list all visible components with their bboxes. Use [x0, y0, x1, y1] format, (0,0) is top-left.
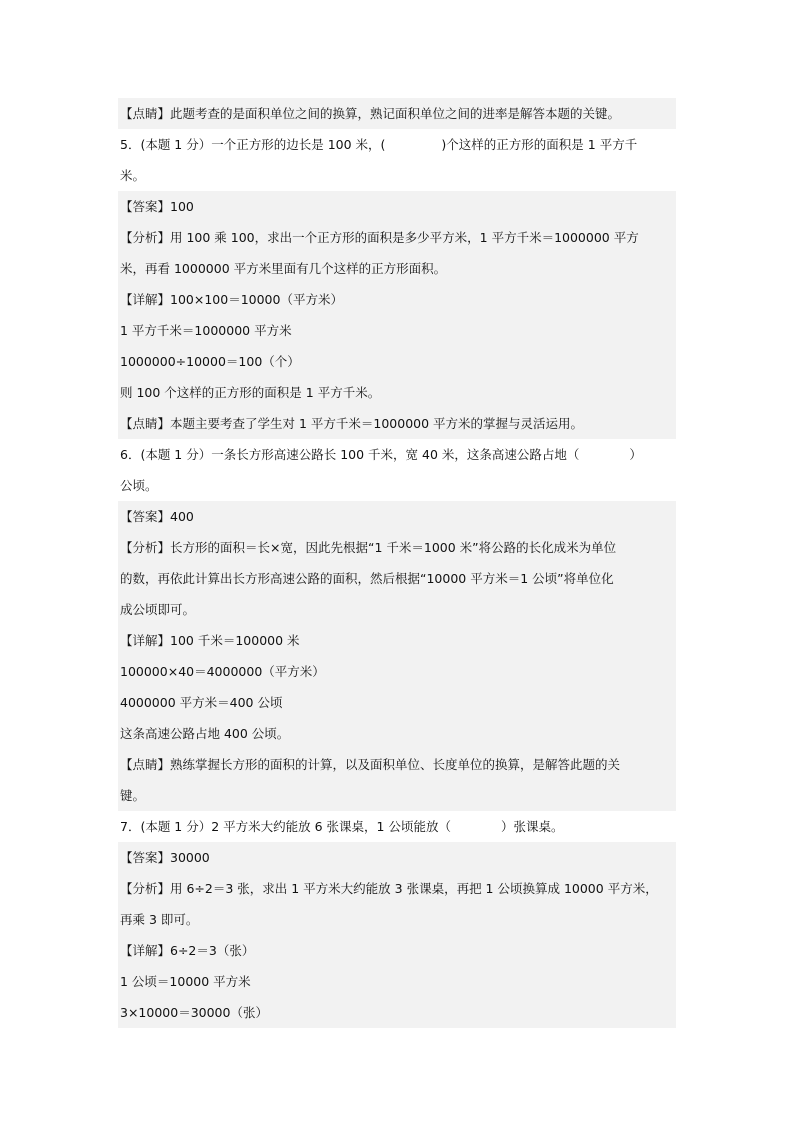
- q5-analysis-line1: 【分析】用 100 乘 100，求出一个正方形的面积是多少平方米，1 平方千米＝1000000 平方: [118, 222, 676, 253]
- q4-comment: 【点睛】此题考查的是面积单位之间的换算，熟记面积单位之间的进率是解答本题的关键。: [118, 98, 676, 129]
- q6-analysis-line2: 的数，再依此计算出长方形高速公路的面积，然后根据“10000 平方米＝1 公顷”将单位化: [118, 563, 676, 594]
- q6-detail-line2: 100000×40＝4000000（平方米）: [118, 656, 676, 687]
- q6-answer: 【答案】400: [118, 501, 676, 532]
- q7-analysis-line2: 再乘 3 即可。: [118, 904, 676, 935]
- q7-answer: 【答案】30000: [118, 842, 676, 873]
- q7-detail-line1: 【详解】6÷2＝3（张）: [118, 935, 676, 966]
- q5-answer: 【答案】100: [118, 191, 676, 222]
- q6-stem-part-b: ）: [629, 447, 642, 462]
- q6-comment-line2: 键。: [118, 780, 676, 811]
- q6-analysis-line3: 成公顷即可。: [118, 594, 676, 625]
- q5-detail-line2: 1 平方千米＝1000000 平方米: [118, 315, 676, 346]
- q5-comment: 【点睛】本题主要考查了学生对 1 平方千米＝1000000 平方米的掌握与灵活运用。: [118, 408, 676, 439]
- q7-stem-part-b: ）张课桌。: [500, 819, 564, 834]
- q6-detail-line3: 4000000 平方米＝400 公顷: [118, 687, 676, 718]
- q6-stem-part-a: 6．(本题 1 分）一条长方形高速公路长 100 千米，宽 40 米，这条高速公路占地（: [120, 447, 580, 462]
- q7-detail-line2: 1 公顷＝10000 平方米: [118, 966, 676, 997]
- q6-analysis-line1: 【分析】长方形的面积＝长×宽，因此先根据“1 千米＝1000 米”将公路的长化成米为单位: [118, 532, 676, 563]
- q6-detail-line1: 【详解】100 千米＝100000 米: [118, 625, 676, 656]
- q6-stem-line2: 公顷。: [120, 478, 158, 493]
- document-page: [118, 98, 676, 1028]
- q7-analysis-line1: 【分析】用 6÷2＝3 张，求出 1 平方米大约能放 3 张课桌，再把 1 公顷换算成 10000 平方米，: [118, 873, 676, 904]
- q6-comment-line1: 【点睛】熟练掌握长方形的面积的计算，以及面积单位、长度单位的换算，是解答此题的关: [118, 749, 676, 780]
- q5-stem-line2: 米。: [120, 168, 146, 183]
- q5-analysis-line2: 米，再看 1000000 平方米里面有几个这样的正方形面积。: [118, 253, 676, 284]
- q5-detail-line4: 则 100 个这样的正方形的面积是 1 平方千米。: [118, 377, 676, 408]
- q7-stem-line1: [118, 811, 676, 842]
- q6-stem-line1: [118, 439, 676, 470]
- q5-stem-part-a: 5．(本题 1 分）一个正方形的边长是 100 米，(: [120, 137, 386, 152]
- q5-detail-line1: 【详解】100×100＝10000（平方米）: [118, 284, 676, 315]
- q5-stem-part-b: )个这样的正方形的面积是 1 平方千: [441, 137, 638, 152]
- q7-detail-line3: 3×10000＝30000（张）: [118, 997, 676, 1028]
- q7-stem-part-a: 7．(本题 1 分）2 平方米大约能放 6 张课桌，1 公顷能放（: [120, 819, 451, 834]
- q6-detail-line4: 这条高速公路占地 400 公顷。: [118, 718, 676, 749]
- q5-detail-line3: 1000000÷10000＝100（个）: [118, 346, 676, 377]
- q5-stem-line1: [118, 129, 676, 160]
